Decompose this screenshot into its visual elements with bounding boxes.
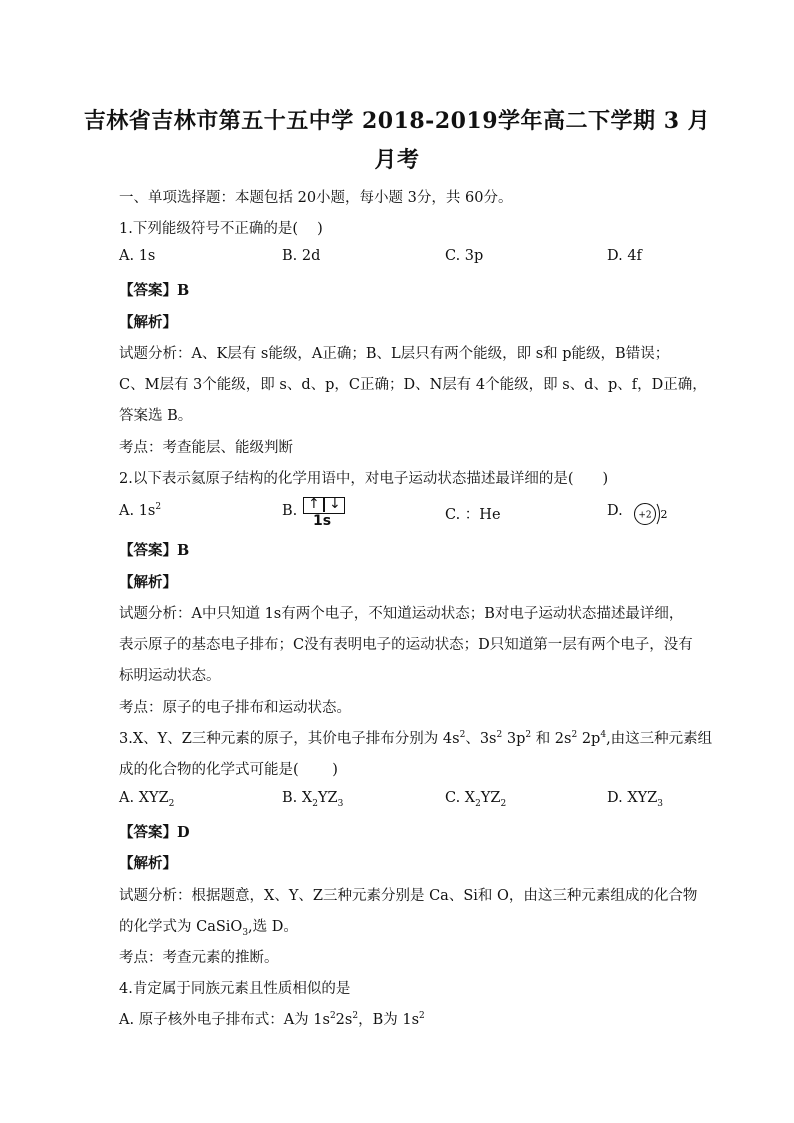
orbital-divider [323,498,325,512]
q3-superscript: 2 [459,730,466,741]
q4-option-a-text: A. 原子核外电子排布式：A为 1s [119,1012,330,1028]
q4-option-a-text: ，B为 1s [358,1012,420,1028]
q3-option-d [607,790,664,809]
q2-option-c: C. ：He [445,507,501,523]
q1-point: 考点：考查能层、能级判断 [119,440,293,456]
q1-option-c: C. 3p [445,248,484,264]
q1-analysis-line: C、M层有 3个能级，即 s、d、p，C正确；D、N层有 4个能级，即 s、d、p、f，D正确， [119,377,707,393]
q1-answer: 【答案】B [119,282,190,299]
q4-superscript: 2 [329,1011,336,1022]
q3-stem [119,727,712,748]
q3-stem-text: ,由这三种元素组 [606,731,713,747]
q1-stem: 1.下列能级符号不正确的是( ) [119,221,323,237]
q2-analysis-line: 标明运动状态。 [119,668,221,684]
q4-superscript: 2 [419,1011,425,1022]
q2-answer: 【答案】B [119,542,190,559]
q3-option-b [282,790,344,809]
q1-option-b: B. 2d [282,248,321,264]
q3-analysis-line: 试题分析：根据题意，X、Y、Z三种元素分别是 Ca、Si和 O，由这三种元素组成的化合物 [119,888,698,904]
q3-superscript: 4 [600,730,607,741]
q3-option-b-text: YZ [317,790,338,806]
q3-subscript: 3 [337,798,344,809]
q4-superscript: 2 [352,1011,359,1022]
q3-stem-text: 3p [502,731,526,747]
spin-up-arrow-icon: ↑ [308,496,320,512]
q3-analysis-text: 的化学式为 CaSiO [119,919,243,935]
q2-stem: 2.以下表示氦原子结构的化学用语中，对电子运动状态描述最详细的是( ) [119,471,609,487]
q1-option-d: D. 4f [607,248,642,264]
electron-count: 2 [660,508,668,521]
q3-stem-text: 3.X、Y、Z三种元素的原子，其价电子排布分别为 4s [119,731,460,747]
q3-option-a [119,790,175,809]
q2-option-d: D. [607,503,623,519]
q1-analysis-line: 试题分析：A、K层有 s能级，A正确；B、L层只有两个能级，即 s和 p能级，B错误； [119,346,670,362]
q2-option-a [119,503,161,519]
q3-option-c [445,790,507,809]
q3-option-b-text: B. X [282,790,313,806]
q3-stem-continued: 成的化合物的化学式可能是( ) [119,762,338,778]
q2-analysis-line: 试题分析：A中只知道 1s有两个电子，不知道运动状态；B对电子运动状态描述最详细， [119,606,684,622]
q2-option-a-superscript: 2 [155,502,162,513]
nucleus-charge: +2 [638,510,652,521]
q3-superscript: 2 [525,730,532,741]
page-title: 吉林省吉林市第五十五中学 2018-2019学年高二下学期 3 月 [83,108,711,134]
q2-option-b: B. [282,503,298,519]
section-heading: 一、单项选择题：本题包括 20小题，每小题 3分，共 60分。 [119,190,513,206]
q4-option-a-text: 2s [335,1012,353,1028]
q3-analysis-text: ,选 D。 [248,919,298,935]
q3-superscript: 2 [496,730,503,741]
q3-point: 考点：考查元素的推断。 [119,950,279,966]
q3-option-c-text: C. X [445,790,476,806]
orbital-box [303,497,345,514]
q2-point: 考点：原子的电子排布和运动状态。 [119,700,351,716]
q3-stem-text: 和 2s [531,731,572,747]
q3-stem-text: 2p [577,731,601,747]
q1-analysis-line: 答案选 B。 [119,408,193,424]
q4-option-a [119,1008,425,1029]
q3-analysis-line [119,915,298,936]
q3-superscript: 2 [571,730,578,741]
page-title-continued: 月考 [374,147,420,173]
atom-structure-diagram [633,501,673,527]
q3-subscript: 2 [168,798,175,809]
q2-analysis-label: 【解析】 [119,574,177,591]
q3-subscript: 2 [475,798,481,809]
q3-answer: 【答案】D [119,824,190,841]
q3-option-c-text: YZ [480,790,501,806]
q2-option-a-text: A. 1s [119,503,156,519]
q4-stem: 4.肯定属于同族元素且性质相似的是 [119,981,351,997]
q3-subscript: 3 [657,798,664,809]
q3-option-d-text: D. XYZ [607,790,658,806]
q1-analysis-label: 【解析】 [119,314,177,331]
q3-option-a-text: A. XYZ [119,790,169,806]
q3-stem-text: 、3s [465,731,497,747]
orbital-label: 1s [313,513,332,529]
electron-shell-arc [657,504,660,524]
q3-subscript: 2 [312,798,318,809]
q3-analysis-label: 【解析】 [119,855,177,872]
q3-subscript: 2 [500,798,507,809]
orbital-diagram [303,497,349,527]
q3-subscript: 3 [242,927,249,938]
q2-analysis-line: 表示原子的基态电子排布；C没有表明电子的运动状态；D只知道第一层有两个电子，没有 [119,637,693,653]
q1-option-a: A. 1s [119,248,156,264]
spin-down-arrow-icon: ↓ [329,496,341,512]
